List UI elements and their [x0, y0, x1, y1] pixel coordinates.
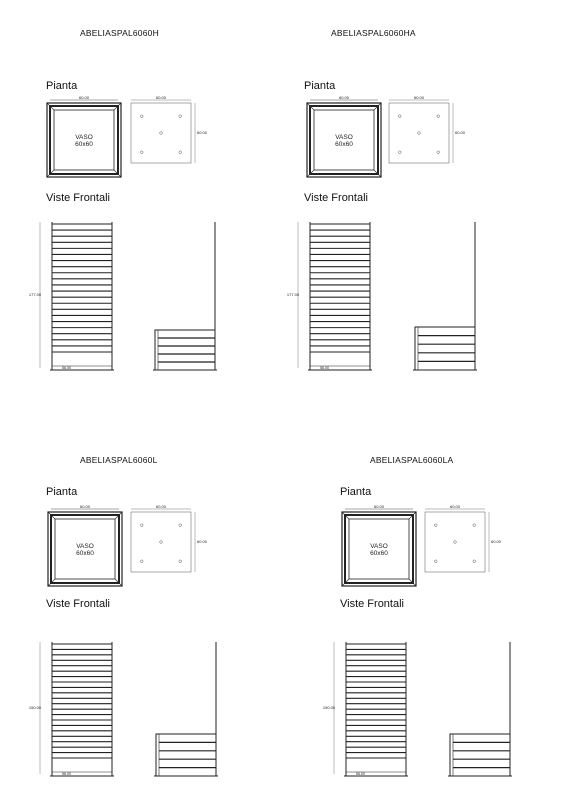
technical-drawing	[0, 404, 284, 804]
pot-width-dimension: 60.00	[373, 504, 385, 509]
pot-width-dimension: 60.00	[79, 504, 91, 509]
front-width-dimension: 56.00	[356, 772, 365, 776]
technical-drawing	[0, 0, 284, 400]
product-code: ABELIASPAL6060HA	[331, 28, 416, 38]
product-panel	[0, 404, 284, 804]
plan-view-heading: Pianta	[46, 486, 78, 498]
trellis-front-view	[287, 222, 372, 370]
plan-view-heading: Pianta	[304, 80, 336, 92]
technical-drawing	[294, 404, 569, 804]
base-width-dimension: 60.00	[449, 504, 461, 509]
front-width-dimension: 56.00	[62, 366, 71, 370]
pot-label: VASO	[335, 134, 353, 141]
height-dimension: 150.00	[28, 705, 42, 710]
base-width-dimension: 60.00	[413, 95, 425, 100]
product-panel	[258, 0, 542, 400]
plan-view-heading: Pianta	[340, 486, 372, 498]
pot-side-view	[154, 642, 218, 776]
pot-size: 60x60	[75, 141, 93, 148]
base-depth-dimension: 60.00	[197, 539, 208, 544]
front-views-heading: Viste Frontali	[46, 192, 110, 204]
product-code: ABELIASPAL6060H	[80, 28, 159, 38]
product-panel	[294, 404, 569, 804]
pot-plan-view	[307, 95, 381, 177]
pot-plan-view	[48, 504, 122, 586]
pot-label: VASO	[370, 543, 388, 550]
pot-width-dimension: 60.00	[78, 95, 90, 100]
technical-drawing	[258, 0, 542, 400]
pot-plan-view	[342, 504, 416, 586]
pot-size: 60x60	[370, 550, 388, 557]
product-code: ABELIASPAL6060L	[80, 455, 158, 465]
height-dimension: 177.00	[28, 292, 42, 297]
base-width-dimension: 60.00	[155, 504, 167, 509]
base-plate-plan-view	[389, 95, 466, 163]
front-views-heading: Viste Frontali	[304, 192, 368, 204]
front-width-dimension: 56.00	[62, 772, 71, 776]
pot-side-view	[153, 222, 217, 370]
base-width-dimension: 60.00	[155, 95, 167, 100]
pot-width-dimension: 60.00	[338, 95, 350, 100]
trellis-front-view	[323, 642, 408, 776]
plan-view-heading: Pianta	[46, 80, 78, 92]
pot-label: VASO	[76, 543, 94, 550]
pot-side-view	[413, 222, 477, 370]
trellis-front-view	[29, 642, 114, 776]
front-views-heading: Viste Frontali	[46, 598, 110, 610]
height-dimension: 177.00	[286, 292, 300, 297]
product-panel	[0, 0, 284, 400]
base-plate-plan-view	[425, 504, 502, 572]
height-dimension: 150.00	[322, 705, 336, 710]
pot-label: VASO	[75, 134, 93, 141]
trellis-front-view	[29, 222, 114, 370]
pot-size: 60x60	[76, 550, 94, 557]
pot-size: 60x60	[335, 141, 353, 148]
front-views-heading: Viste Frontali	[340, 598, 404, 610]
front-width-dimension: 56.00	[320, 366, 329, 370]
pot-plan-view	[47, 95, 121, 177]
base-depth-dimension: 60.00	[455, 130, 466, 135]
product-code: ABELIASPAL6060LA	[370, 455, 454, 465]
base-depth-dimension: 60.00	[491, 539, 502, 544]
base-depth-dimension: 60.00	[197, 130, 208, 135]
pot-side-view	[448, 642, 512, 776]
base-plate-plan-view	[131, 504, 208, 572]
base-plate-plan-view	[131, 95, 208, 163]
